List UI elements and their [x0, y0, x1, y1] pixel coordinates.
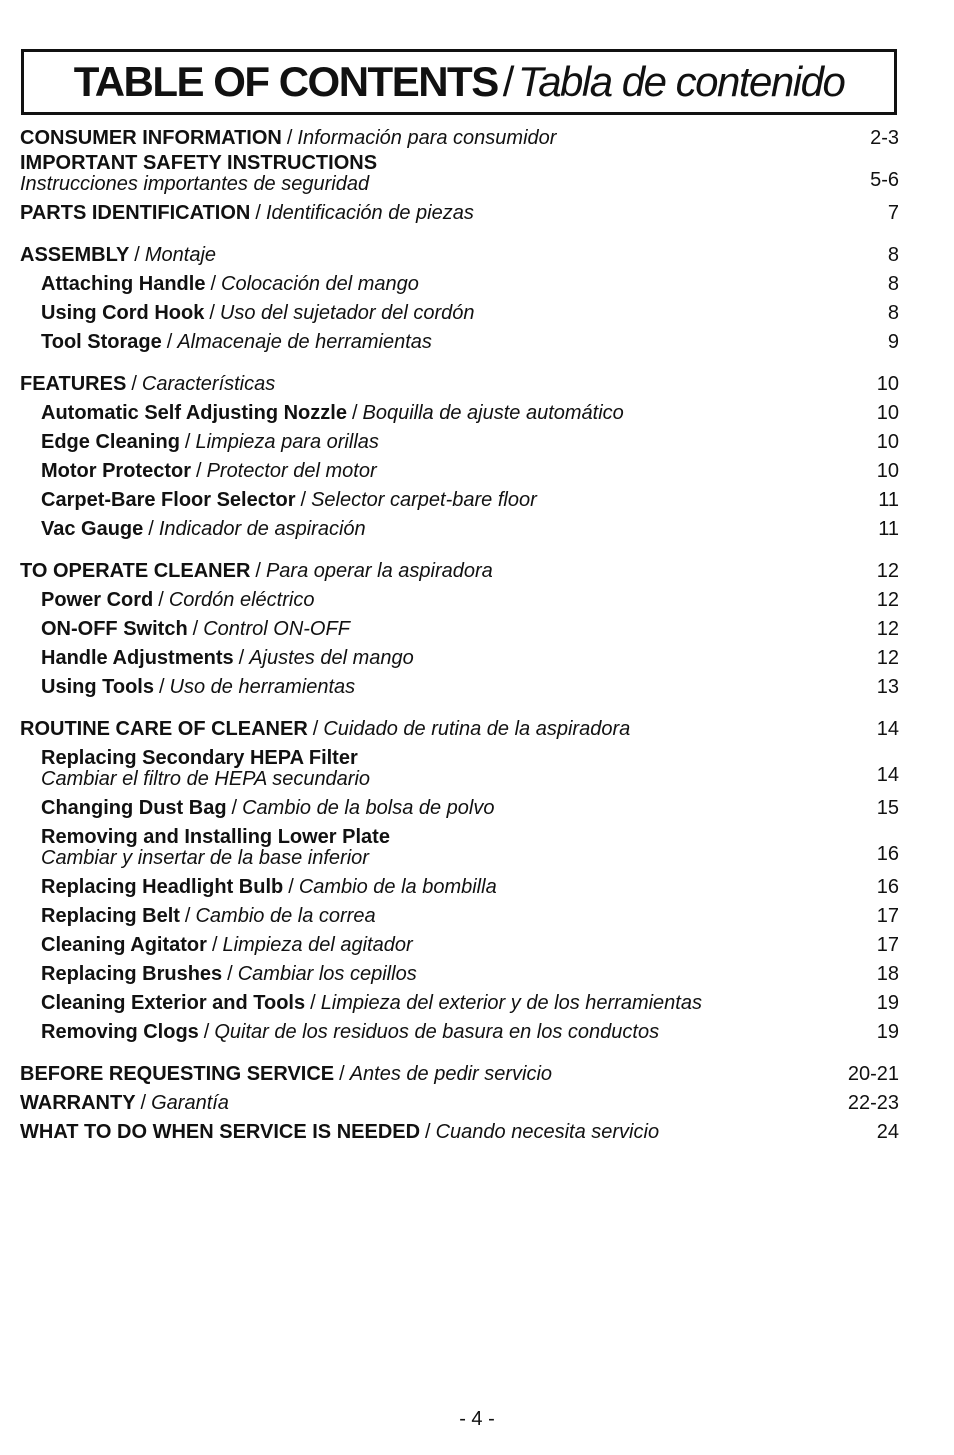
entry-separator: /	[158, 676, 165, 698]
toc-entry	[20, 399, 899, 428]
entry-title: ASSEMBLY	[20, 244, 130, 266]
entry-page: 14	[876, 764, 899, 786]
entry-title: Attaching Handle	[41, 273, 206, 295]
entry-title: Removing and Installing Lower Plate	[41, 826, 390, 848]
entry-translation: Antes de pedir servicio	[349, 1063, 553, 1085]
entry-page: 10	[876, 373, 899, 395]
entry-title: Changing Dust Bag	[41, 797, 227, 819]
entry-translation: Información para consumidor	[297, 127, 557, 149]
entry-page: 22-23	[847, 1092, 899, 1114]
entry-separator: /	[312, 718, 319, 740]
entry-translation: Selector carpet-bare floor	[311, 489, 537, 511]
entry-translation: Boquilla de ajuste automático	[362, 402, 624, 424]
entry-page: 17	[876, 934, 899, 956]
entry-page: 19	[876, 992, 899, 1014]
entry-translation: Almacenaje de herramientas	[177, 331, 432, 353]
entry-title: ROUTINE CARE OF CLEANER	[20, 718, 308, 740]
toc-entry	[20, 744, 899, 794]
entry-translation: Instrucciones importantes de seguridad	[20, 173, 370, 195]
entry-title: Edge Cleaning	[41, 431, 180, 453]
entry-page: 16	[876, 876, 899, 898]
entry-title: WHAT TO DO WHEN SERVICE IS NEEDED	[20, 1121, 421, 1143]
entry-page: 12	[876, 589, 899, 611]
entry-page: 16	[876, 843, 899, 865]
toc-entry	[20, 873, 899, 902]
entry-title: Using Tools	[41, 676, 154, 698]
entry-translation: Características	[141, 373, 276, 395]
toc-entry	[20, 989, 899, 1018]
entry-title: Replacing Brushes	[41, 963, 223, 985]
toc-entry	[20, 486, 899, 515]
entry-separator: /	[288, 876, 294, 898]
toc-entry	[20, 931, 899, 960]
toc-entry	[20, 960, 899, 989]
toc-entry	[20, 1089, 899, 1118]
toc-entry	[20, 428, 899, 457]
toc-title	[21, 49, 897, 115]
toc-entry	[20, 557, 899, 586]
entry-translation: Cambiar el filtro de HEPA secundario	[41, 768, 371, 790]
entry-page: 8	[887, 302, 899, 324]
entry-translation: Cambio de la bombilla	[298, 876, 497, 898]
toc-entry	[20, 644, 899, 673]
entry-title: CONSUMER INFORMATION	[20, 127, 282, 149]
entry-page: 12	[876, 618, 899, 640]
entry-title: Power Cord	[41, 589, 154, 611]
entry-separator: /	[210, 273, 217, 295]
entry-title: ON-OFF Switch	[41, 618, 188, 640]
entry-page: 12	[876, 560, 899, 582]
entry-title: Using Cord Hook	[41, 302, 205, 324]
entry-translation: Cambio de la bolsa de polvo	[242, 797, 495, 819]
entry-title: PARTS IDENTIFICATION	[20, 202, 251, 224]
entry-separator: /	[140, 1092, 147, 1114]
entry-separator: /	[184, 431, 191, 453]
toc-entry	[20, 515, 899, 544]
entry-translation: Cuando necesita servicio	[435, 1121, 660, 1143]
entry-page: 11	[878, 518, 899, 540]
entry-translation: Para operar la aspiradora	[265, 560, 493, 582]
entry-title: Carpet-Bare Floor Selector	[41, 489, 296, 511]
entry-page: 19	[876, 1021, 899, 1043]
entry-page: 8	[887, 273, 899, 295]
entry-title: Automatic Self Adjusting Nozzle	[41, 402, 347, 424]
page-number: - 4 -	[459, 1408, 495, 1430]
toc-entry	[20, 823, 899, 873]
entry-separator: /	[192, 618, 199, 640]
entry-separator: /	[148, 518, 154, 540]
entry-translation: Limpieza del exterior y de los herramientas	[320, 992, 702, 1014]
entry-separator: /	[158, 589, 164, 611]
entry-page: 8	[887, 244, 899, 266]
entry-title: IMPORTANT SAFETY INSTRUCTIONS	[20, 152, 378, 174]
toc-entry	[20, 124, 899, 153]
entry-translation: Cambiar los cepillos	[237, 963, 417, 985]
entry-translation: Indicador de aspiración	[158, 518, 366, 540]
entry-separator: /	[300, 489, 307, 511]
toc-entry	[20, 1018, 899, 1047]
entry-title: Removing Clogs	[41, 1021, 199, 1043]
entry-translation: Protector del motor	[206, 460, 377, 482]
entry-separator: /	[286, 127, 293, 149]
toc-entry	[20, 299, 899, 328]
entry-title: WARRANTY	[20, 1092, 136, 1114]
entry-title: Replacing Secondary HEPA Filter	[41, 747, 358, 769]
entry-translation: Montaje	[144, 244, 217, 266]
toc-entry	[20, 328, 899, 357]
toc-entry	[20, 794, 899, 823]
entry-page: 12	[876, 647, 899, 669]
toc-entry	[20, 715, 899, 744]
entry-title: Motor Protector	[41, 460, 191, 482]
entry-page: 20-21	[847, 1063, 899, 1085]
entry-separator: /	[425, 1121, 431, 1143]
toc-entry	[20, 199, 899, 228]
toc-entry	[20, 615, 899, 644]
entry-separator: /	[134, 244, 140, 266]
entry-separator: /	[196, 460, 202, 482]
entry-separator: /	[231, 797, 238, 819]
toc-entry	[20, 673, 899, 702]
entry-title: BEFORE REQUESTING SERVICE	[20, 1063, 335, 1085]
entry-page: 5-6	[870, 169, 899, 191]
entry-separator: /	[255, 202, 261, 224]
entry-page: 10	[876, 431, 899, 453]
entry-translation: Identificación de piezas	[265, 202, 474, 224]
toc-entry	[20, 902, 899, 931]
entry-separator: /	[310, 992, 316, 1014]
entry-separator: /	[238, 647, 245, 669]
title-spanish: Tabla de contenido	[517, 58, 845, 105]
toc-entry	[20, 153, 899, 199]
entry-page: 10	[876, 402, 899, 424]
entry-page: 13	[876, 676, 899, 698]
entry-title: Replacing Headlight Bulb	[41, 876, 284, 898]
entry-translation: Quitar de los residuos de basura en los conductos	[214, 1021, 660, 1043]
entry-translation: Cordón eléctrico	[168, 589, 315, 611]
toc-entry	[20, 270, 899, 299]
entry-title: FEATURES	[20, 373, 127, 395]
entry-title: Handle Adjustments	[41, 647, 234, 669]
entry-translation: Cambio de la correa	[195, 905, 376, 927]
entry-translation: Cambiar y insertar de la base inferior	[41, 847, 369, 869]
entry-translation: Control ON-OFF	[203, 618, 350, 640]
toc-entry	[20, 1060, 899, 1089]
entry-separator: /	[209, 302, 215, 324]
entry-page: 9	[887, 331, 899, 353]
entry-separator: /	[211, 934, 218, 956]
entry-title: TO OPERATE CLEANER	[20, 560, 251, 582]
entry-page: 17	[876, 905, 899, 927]
entry-separator: /	[184, 905, 191, 927]
entry-translation: Limpieza del agitador	[222, 934, 413, 956]
entry-translation: Uso de herramientas	[169, 676, 356, 698]
entry-separator: /	[166, 331, 173, 353]
entry-separator: /	[131, 373, 137, 395]
entry-page: 7	[887, 202, 899, 224]
entry-translation: Limpieza para orillas	[195, 431, 379, 453]
entry-separator: /	[227, 963, 233, 985]
entry-page: 2-3	[870, 127, 899, 149]
title-separator: /	[502, 58, 513, 105]
entry-page: 14	[876, 718, 899, 740]
entry-translation: Colocación del mango	[221, 273, 419, 295]
toc-entry	[20, 370, 899, 399]
entry-title: Cleaning Agitator	[41, 934, 207, 956]
entry-separator: /	[203, 1021, 210, 1043]
entry-translation: Uso del sujetador del cordón	[219, 302, 475, 324]
entry-translation: Cuidado de rutina de la aspiradora	[323, 718, 631, 740]
toc-entry	[20, 1118, 899, 1147]
title-english: TABLE OF CONTENTS	[73, 58, 498, 105]
entry-page: 18	[876, 963, 899, 985]
entry-title: Replacing Belt	[41, 905, 180, 927]
entry-page: 10	[876, 460, 899, 482]
entry-title: Vac Gauge	[41, 518, 144, 540]
toc-list	[20, 124, 899, 1147]
toc-entry	[20, 241, 899, 270]
entry-separator: /	[255, 560, 261, 582]
entry-translation: Ajustes del mango	[249, 647, 414, 669]
entry-separator: /	[339, 1063, 345, 1085]
toc-entry	[20, 586, 899, 615]
entry-title: Tool Storage	[41, 331, 162, 353]
toc-entry	[20, 457, 899, 486]
entry-page: 11	[878, 489, 899, 511]
entry-separator: /	[351, 402, 358, 424]
entry-title: Cleaning Exterior and Tools	[41, 992, 306, 1014]
entry-translation: Garantía	[151, 1092, 229, 1114]
entry-page: 24	[876, 1121, 899, 1143]
entry-page: 15	[876, 797, 899, 819]
